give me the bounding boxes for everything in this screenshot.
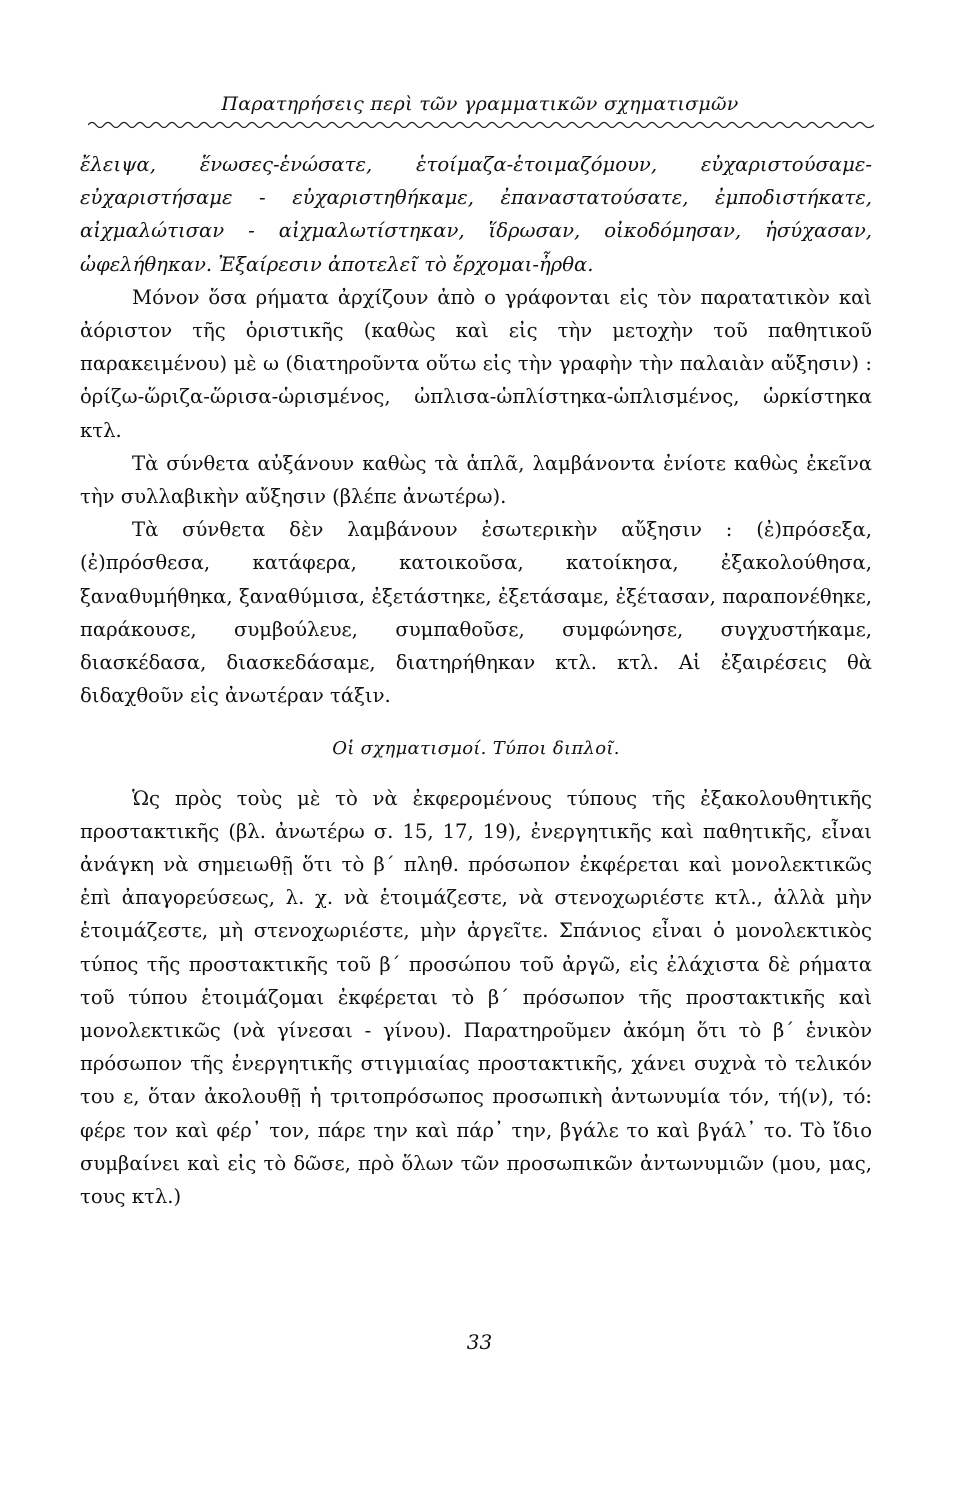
body-text	[80, 148, 872, 1213]
section-heading: Οἱ σχηματισμοί. Τύποι διπλοῖ.	[332, 738, 620, 760]
paragraph-internal-augment: Τὰ σύνθετα δὲν λαμβάνουν ἐσωτερικὴν αὔξησιν : (ἐ)πρόσεξα, (ἐ)πρόσθεσα, κατάφερα, κατοικοῦσα, κατοίκησα, ἐξακολούθησα, ξαναθυμήθηκα, ξαναθύμισα, ἐξετάστηκε, ἐξετάσαμε, ἐξέτασαν, παραπονέθηκε, παράκουσε, συμβούλευε, συμπαθοῦσε, συμφώνησε, συγχυστήκαμε, διασκέδασα, διασκεδάσαμε, διατηρήθηκαν κτλ. κτλ. Αἱ ἐξαιρέσεις θὰ διδαχθοῦν εἰς ἀνωτέραν τάξιν.	[80, 518, 872, 708]
paragraph-compound-augment: Τὰ σύνθετα αὐξάνουν καθὼς τὰ ἁπλᾶ, λαμβάνοντα ἐνίοτε καθὼς ἐκεῖνα τὴν συλλαβικὴν αὔξησιν (βλέπε ἀνωτέρω).	[80, 451, 872, 509]
paragraph-imperative-forms: Ὡς πρὸς τοὺς μὲ τὸ νὰ ἐκφερομένους τύπους τῆς ἐξακολουθητικῆς προστακτικῆς (βλ. ἀνωτέρω σ. 15, 17, 19), ἐνεργητικῆς καὶ παθητικῆς, εἶναι ἀνάγκη νὰ σημειωθῇ ὅτι τὸ β΄ πληθ. πρόσωπον ἐκφέρεται καὶ μονολεκτικῶς ἐπὶ ἀπαγορεύσεως, λ. χ. νὰ ἑτοιμάζεστε, νὰ στενοχωριέστε κτλ., ἀλλὰ μὴν ἑτοιμάζεστε, μὴ στενοχωριέστε, μὴν ἀργεῖτε. Σπάνιος εἶναι ὁ μονολεκτικὸς τύπος τῆς προστακτικῆς τοῦ β΄ προσώπου τοῦ ἀργῶ, εἰς ἐλάχιστα δὲ ρήματα τοῦ τύπου ἑτοιμάζομαι ἐκφέρεται τὸ β΄ πρόσωπον τῆς προστακτικῆς καὶ μονολεκτικῶς (νὰ γίνεσαι - γίνου). Παρατηροῦμεν ἀκόμη ὅτι τὸ β΄ ἑνικὸν πρόσωπον τῆς ἐνεργητικῆς στιγμιαίας προστακτικῆς, χάνει συχνὰ τὸ τελικόν του ε, ὅταν ἀκολουθῇ ἡ τριτοπρόσωπος προσωπικὴ ἀντωνυμία τόν, τή(ν), τό: φέρε τον καὶ φέρ᾽ τον, πάρε την καὶ πάρ᾽ την, βγάλε το καὶ βγάλ᾽ το. Τὸ ἴδιο συμβαίνει καὶ εἰς τὸ δῶσε, πρὸ ὅλων τῶν προσωπικῶν ἀντωνυμιῶν (μου, μας, τους κτλ.)	[80, 786, 872, 1209]
paragraph-omicron-rule: Μόνον ὅσα ρήματα ἀρχίζουν ἀπὸ ο γράφονται εἰς τὸν παρατατικὸν καὶ ἀόριστον τῆς ὁριστικῆς (καθὼς καὶ εἰς τὴν μετοχὴν τοῦ παθητικοῦ παρακειμένου) μὲ ω (διατηροῦντα οὕτω εἰς τὴν γραφὴν τὴν παλαιὰν αὔξησιν) : ὁρίζω-ὥριζα-ὥρισα-ὡρισμένος, ὠπλισα-ὡπλίστηκα-ὡπλισμένος, ὡρκίστηκα κτλ.	[80, 285, 872, 442]
running-head: Παρατηρήσεις περὶ τῶν γραμματικῶν σχηματισμῶν	[221, 93, 739, 115]
page-number: 33	[466, 1330, 493, 1354]
paragraph-verb-examples: ἔλειψα, ἕνωσες-ἑνώσατε, ἑτοίμαζα-ἑτοιμαζόμουν, εὐχαριστούσαμε-εὐχαριστήσαμε - εὐχαριστηθήκαμε, ἐπαναστατούσατε, ἐμποδιστήκατε, αἰχμαλώτισαν - αἰχμαλωτίστηκαν, ἵδρωσαν, οἰκοδόμησαν, ἡσύχασαν, ὠφελήθηκαν. Ἐξαίρεσιν ἀποτελεῖ τὸ ἔρχομαι-ἦρθα.	[80, 153, 872, 276]
wavy-rule-divider	[88, 118, 874, 132]
